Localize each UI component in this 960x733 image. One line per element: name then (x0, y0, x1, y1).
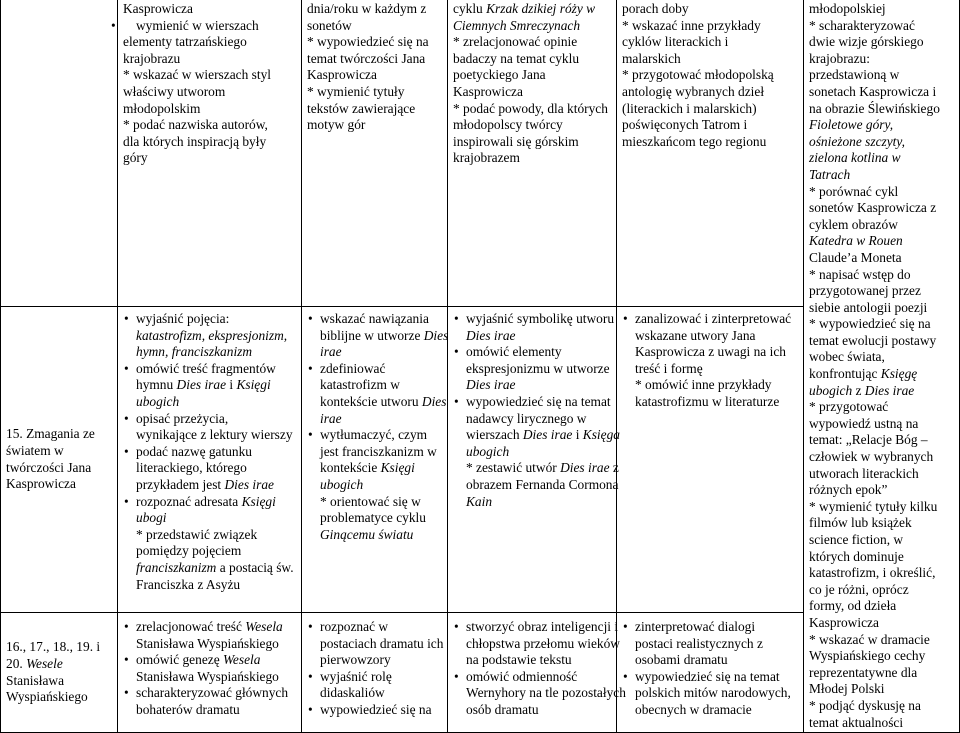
text-line: hymn, franciszkanizm (136, 344, 253, 360)
list-item: • wskazać nawiązania (320, 311, 442, 328)
topic-line: 15. Zmagania ze (6, 426, 95, 442)
text-line: wynikające z lektury wierszy (136, 427, 293, 443)
topic-line: Stanisława (6, 672, 65, 688)
text-line: sonetów Kasprowicza z (809, 200, 937, 216)
text-line: * podjąć dyskusję na (809, 697, 921, 713)
text-line: literackiego, którego (136, 460, 247, 476)
text-line: cyklów literackich i (622, 34, 729, 50)
list-item: • zrelacjonować treść Wesela (136, 619, 296, 636)
text-line: Claude’a Moneta (809, 249, 902, 265)
requirements-cell (617, 307, 804, 613)
text-line: postaci realistycznych z (635, 635, 763, 651)
text-line: Tatrach (809, 166, 851, 182)
text-line: wobec świata, (809, 349, 885, 365)
text-line: mieszkańcom tego regionu (622, 133, 767, 149)
topic-line: twórczości Jana (6, 459, 92, 475)
text-line: * wskazać w dramacie (809, 631, 930, 647)
list-item: • wyjaśnić symbolikę utworu (466, 311, 611, 328)
text-line: katastrofizm, ekspresjonizm, (136, 327, 288, 343)
text-line: Młodej Polski (809, 681, 885, 697)
text-line: przykładem jest Dies irae (136, 476, 274, 492)
text-line: pomiędzy pojęciem (136, 543, 242, 559)
text-line: osób dramatu (466, 702, 539, 718)
text-line: ubogich (320, 476, 364, 492)
list-item: • stworzyć obraz inteligencji i (466, 619, 611, 636)
requirements-cell (804, 0, 960, 733)
text-line: formy, od dzieła (809, 598, 897, 614)
text-line: hymnu Dies irae i Księgi (136, 377, 271, 393)
text-line: temat ewolucji postawy (809, 332, 937, 348)
list-item: • wytłumaczyć, czym (320, 427, 442, 444)
requirements-cell (118, 307, 302, 613)
text-line: Kasprowicza z uwagi na ich (635, 344, 786, 360)
text-line: wierszach Dies irae i Księga (466, 427, 620, 443)
text-line: irae (320, 344, 342, 360)
text-line: * wymienić tytuły kilku (809, 498, 938, 514)
text-line: różnych epok” (809, 482, 888, 498)
text-line: temat: „Relacje Bóg – (809, 432, 928, 448)
text-line: jest franciszkanizm w (320, 443, 437, 459)
text-line: katastrofizmu w literaturze (635, 393, 780, 409)
text-line: elementy tatrzańskiego (123, 34, 247, 50)
text-line: temat twórczości Jana (307, 50, 426, 66)
text-line: filmów lub książek (809, 515, 912, 531)
text-line: zielona kotlina w (809, 150, 901, 166)
text-line: * wymienić tytuły (307, 83, 405, 99)
text-line: * porównać cykl (809, 183, 899, 199)
text-line: science fiction, w (809, 532, 904, 547)
text-line: sonetów (307, 17, 352, 33)
text-line: sonetach Kasprowicza i (809, 83, 937, 99)
text-line: * wskazać w wierszach styl (123, 67, 271, 83)
list-item: • rozpoznać adresata Księgi (136, 494, 296, 511)
text-line: Wyspiańskiego cechy (809, 648, 926, 664)
text-line: * orientować się w (320, 493, 421, 509)
text-line: góry (123, 150, 148, 166)
text-line: * podać powody, dla których (453, 100, 608, 116)
text-line: na obrazie Ślewińskiego (809, 100, 940, 116)
topic-cell (1, 307, 118, 613)
text-line: reprezentatywne dla (809, 664, 918, 680)
list-item: • podać nazwę gatunku (136, 444, 296, 461)
text-line: Kain (466, 493, 493, 509)
text-line: przygotowanej przez (809, 283, 921, 299)
text-line: kontekście utworu Dies (320, 393, 447, 409)
text-line: dnia/roku w każdym z (307, 1, 427, 16)
text-line: irae (320, 410, 342, 426)
list-item: • zanalizować i zinterpretować (635, 311, 798, 328)
text-line: Kasprowicza (809, 614, 879, 630)
text-line: * wskazać inne przykłady (622, 17, 761, 33)
requirements-cell (617, 0, 804, 307)
text-line: siebie antologii poezji (809, 299, 928, 315)
list-item: • omówić elementy (466, 344, 611, 361)
text-line: ubogich (466, 443, 510, 459)
text-line: * wypowiedzieć się na (307, 34, 429, 50)
text-line: didaskaliów (320, 685, 385, 701)
text-line: kontekście Księgi (320, 460, 415, 476)
text-line: chłopstwa przełomu wieków (466, 635, 620, 651)
requirements-cell (118, 0, 302, 307)
topic-line: Wyspiańskiego (6, 689, 88, 705)
text-line: właściwy utworom (123, 83, 226, 99)
text-line: Dies irae (466, 377, 516, 393)
text-line: ubogi (136, 510, 167, 526)
text-line: malarskich (622, 50, 681, 66)
text-line: młodopolskiej (809, 1, 886, 16)
text-line: katastrofizm, i określić, (809, 565, 936, 581)
text-line: badaczy na temat cyklu (453, 50, 580, 66)
text-line: ekspresjonizmu w utworze (466, 360, 610, 376)
text-line: Wernyhory na tle pozostałych (466, 685, 626, 701)
text-line: Stanisława Wyspiańskiego (136, 668, 279, 684)
text-line: bohaterów dramatu (136, 702, 240, 718)
requirements-cell (302, 307, 448, 613)
list-item: • omówić genezę Wesela (136, 652, 296, 669)
text-line: Ginącemu światu (320, 526, 414, 542)
text-line: * napisać wstęp do (809, 266, 911, 282)
text-line: młodopolskim (123, 100, 201, 116)
requirements-cell (448, 0, 617, 307)
list-item: • wymienić w wierszach (123, 18, 296, 35)
topic-line: 16., 17., 18., 19. i (6, 639, 101, 655)
text-line: franciszkanizm a postacią św. (136, 559, 294, 575)
text-line: Fioletowe góry, (809, 117, 894, 133)
text-line: ubogich (136, 393, 180, 409)
text-line: * zestawić utwór Dies irae z (466, 460, 619, 476)
topic-line: 20. Wesele (6, 656, 63, 671)
text-line: ośnieżone szczyty, (809, 133, 905, 149)
text-line: Dies irae (466, 327, 516, 343)
text-line: * przedstawić związek (136, 526, 258, 542)
text-line: Kasprowicza (307, 67, 377, 83)
text-line: antologię wybranych dzieł (622, 83, 765, 99)
text-line: dwie wizje górskiego (809, 34, 924, 50)
list-item: • opisać przeżycia, (136, 411, 296, 428)
table-row (1, 0, 960, 307)
requirements-cell (118, 613, 302, 733)
text-line: * omówić inne przykłady (635, 377, 772, 393)
list-item: • wypowiedzieć się na temat (635, 669, 798, 686)
list-item: • rozpoznać w (320, 619, 442, 636)
text-line: Kasprowicza (123, 1, 193, 16)
requirements-cell (302, 0, 448, 307)
text-line: temat aktualności (809, 714, 904, 730)
text-line: utworach literackich (809, 465, 919, 481)
text-line: Stanisława Wyspiańskiego (136, 635, 279, 651)
topic-line: Kasprowicza (6, 476, 76, 492)
text-line: problematyce cyklu (320, 510, 426, 526)
requirements-cell (617, 613, 804, 733)
text-line: obrazem Fernanda Cormona (466, 476, 619, 492)
text-line: Ciemnych Smreczynach (453, 17, 581, 33)
list-item: • scharakteryzować głównych (136, 685, 296, 702)
list-item: • zinterpretować dialogi (635, 619, 798, 636)
requirements-cell (448, 613, 626, 733)
text-line: postaciach dramatu ich (320, 635, 444, 651)
text-line: Katedra w Rouen (809, 233, 903, 249)
requirements-cell (302, 613, 448, 733)
text-line: przedstawioną w (809, 67, 900, 83)
text-line: (literackich i malarskich) (622, 100, 757, 116)
text-line: człowiek w wybranych (809, 449, 934, 465)
topic-line: światem w (6, 442, 64, 458)
text-line: biblijne w utworze Dies (320, 327, 449, 343)
text-line: * zrelacjonować opinie (453, 34, 578, 50)
text-line: krajobrazu (123, 50, 181, 66)
topic-cell (1, 0, 118, 307)
text-line: na podstawie tekstu (466, 652, 572, 668)
text-line: katastrofizm w (320, 377, 400, 393)
text-line: treść i formę (635, 360, 703, 376)
list-item: • wypowiedzieć się na (320, 702, 442, 719)
text-line: pierwowzory (320, 652, 391, 668)
requirements-cell (448, 307, 620, 613)
text-line: polskich mitów narodowych, (635, 685, 791, 701)
text-line: poświęconych Tatrom i (622, 117, 748, 133)
text-line: * scharakteryzować (809, 17, 915, 33)
text-line: porach doby (622, 1, 689, 16)
text-line: Kasprowicza (453, 83, 523, 99)
text-line: wypowiedź ustną na (809, 415, 919, 431)
text-line: młodopolscy twórcy (453, 117, 563, 133)
text-line: których dominuje (809, 548, 904, 564)
text-line: inspirowali się górskim (453, 133, 579, 149)
text-line: krajobrazu: (809, 50, 870, 66)
list-item: • wypowiedzieć się na temat (466, 394, 611, 411)
text-line: obecnych w dramacie (635, 702, 752, 718)
text-line: Franciszka z Asyżu (136, 576, 241, 592)
text-line: cyklem obrazów (809, 216, 898, 232)
list-item: • omówić odmienność (466, 669, 611, 686)
text-line: nadawcy lirycznego w (466, 410, 587, 426)
text-line: cyklu Krzak dzikiej róży w (453, 1, 596, 16)
text-line: * przygotować młodopolską (622, 67, 774, 83)
text-line: tekstów zawierające (307, 100, 416, 116)
text-line: * podać nazwiska autorów, (123, 117, 268, 133)
text-line: motyw gór (307, 117, 366, 133)
list-item: • omówić treść fragmentów (136, 361, 296, 378)
text-line: poetyckiego Jana (453, 67, 546, 83)
text-line: dla których inspiracją były (123, 133, 267, 149)
text-line: osobami dramatu (635, 652, 728, 668)
text-line: ubogich z Dies irae (809, 382, 915, 398)
list-item: • zdefiniować (320, 361, 442, 378)
list-item: • wyjaśnić pojęcia: (136, 311, 296, 328)
text-line: konfrontując Księgę (809, 366, 918, 382)
text-line: co je różni, oprócz (809, 581, 909, 597)
text-line: wskazane utwory Jana (635, 327, 756, 343)
topic-cell (1, 613, 118, 733)
text-line: krajobrazem (453, 150, 520, 166)
text-line: * wypowiedzieć się na (809, 316, 931, 332)
text-line: * przygotować (809, 399, 889, 415)
list-item: • wyjaśnić rolę (320, 669, 442, 686)
